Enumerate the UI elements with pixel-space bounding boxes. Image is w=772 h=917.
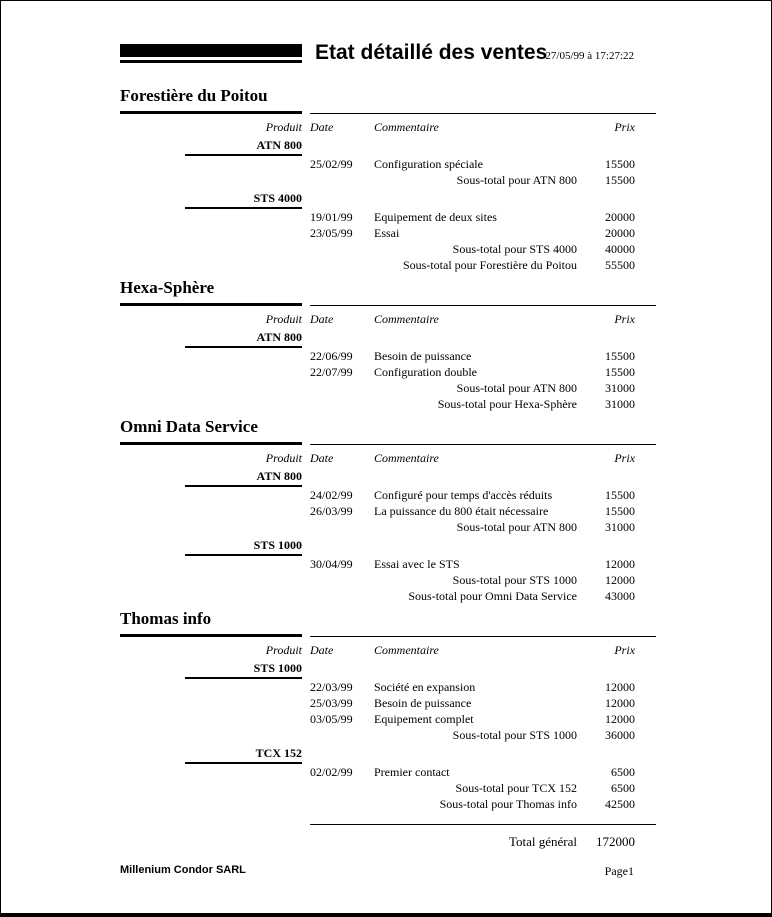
product-name: ATN 800 — [256, 138, 302, 152]
sale-comment: Configuré pour temps d'accès réduits — [374, 488, 553, 502]
product-subtotal-label: Sous-total pour TCX 152 — [455, 781, 577, 795]
sale-detail-row — [310, 503, 656, 519]
client-subtotal-label: Sous-total pour Omni Data Service — [408, 589, 577, 603]
product-group-header — [120, 745, 302, 764]
product-group-header — [120, 537, 302, 556]
product-underline — [185, 762, 302, 764]
product-subtotal-value: 40000 — [605, 242, 635, 256]
client-subtotal-row — [310, 257, 656, 273]
product-subtotal-value: 15500 — [605, 173, 635, 187]
column-headers-right — [310, 642, 656, 658]
sale-comment: Besoin de puissance — [374, 696, 472, 710]
column-headers-right — [310, 450, 656, 466]
client-section — [120, 87, 656, 273]
product-subtotal-row — [310, 241, 656, 257]
client-subtotal-row — [310, 796, 656, 812]
product-subtotal-label: Sous-total pour STS 1000 — [452, 573, 577, 587]
product-underline — [185, 485, 302, 487]
product-subtotal-row — [310, 172, 656, 188]
product-subtotal-value: 12000 — [605, 573, 635, 587]
product-subtotal-row — [310, 572, 656, 588]
client-section — [120, 418, 656, 604]
sale-price: 12000 — [605, 680, 635, 694]
sale-detail-row — [310, 556, 656, 572]
sale-detail-row — [310, 209, 656, 225]
sale-price: 12000 — [605, 712, 635, 726]
sale-date: 19/01/99 — [310, 210, 353, 224]
column-header-date: Date — [310, 643, 334, 657]
column-headers-right — [310, 311, 656, 327]
client-section — [120, 279, 656, 412]
product-subtotal-value: 31000 — [605, 381, 635, 395]
product-group-header — [120, 137, 302, 156]
sale-detail-row — [310, 695, 656, 711]
column-header-product: Produit — [265, 312, 302, 326]
client-name: Hexa-Sphère — [120, 278, 215, 297]
grand-total-row — [310, 833, 656, 850]
grand-total-rule — [310, 824, 656, 825]
section-rule-row — [120, 303, 656, 306]
sale-date: 25/03/99 — [310, 696, 353, 710]
sale-comment: Configuration spéciale — [374, 157, 483, 171]
sale-date: 24/02/99 — [310, 488, 353, 502]
section-rule-row — [120, 111, 656, 114]
product-group-header — [120, 329, 302, 348]
client-subtotal-label: Sous-total pour Thomas info — [439, 797, 577, 811]
product-subtotal-label: Sous-total pour ATN 800 — [456, 520, 577, 534]
column-header-comment: Commentaire — [374, 120, 439, 134]
column-header-product: Produit — [265, 643, 302, 657]
product-subtotal-label: Sous-total pour ATN 800 — [456, 173, 577, 187]
table-top-rule — [310, 113, 656, 114]
sale-detail-row — [310, 487, 656, 503]
sale-price: 15500 — [605, 365, 635, 379]
column-header-product: Produit — [265, 120, 302, 134]
client-subtotal-label: Sous-total pour Hexa-Sphère — [437, 397, 577, 411]
sale-date: 22/03/99 — [310, 680, 353, 694]
product-underline — [185, 207, 302, 209]
footer-page-number: Page1 — [604, 864, 634, 878]
sale-detail-row — [310, 764, 656, 780]
sale-price: 12000 — [605, 696, 635, 710]
product-name: STS 1000 — [253, 538, 302, 552]
footer-company-name: Millenium Condor SARL — [120, 864, 246, 876]
product-subtotal-value: 36000 — [605, 728, 635, 742]
sale-price: 15500 — [605, 349, 635, 363]
client-sections — [120, 87, 656, 812]
client-underline — [120, 111, 302, 114]
column-headers-right — [310, 119, 656, 135]
client-subtotal-row — [310, 588, 656, 604]
sale-date: 30/04/99 — [310, 557, 353, 571]
sale-detail-row — [310, 348, 656, 364]
sale-price: 20000 — [605, 226, 635, 240]
sale-detail-row — [310, 225, 656, 241]
column-header-row — [120, 119, 656, 135]
product-name: ATN 800 — [256, 330, 302, 344]
product-name: ATN 800 — [256, 469, 302, 483]
sale-detail-row — [310, 364, 656, 380]
product-underline — [185, 154, 302, 156]
sale-date: 23/05/99 — [310, 226, 353, 240]
client-underline — [120, 442, 302, 445]
client-subtotal-value: 31000 — [605, 397, 635, 411]
client-name: Omni Data Service — [120, 417, 258, 436]
sale-detail-row — [310, 156, 656, 172]
column-header-price: Prix — [614, 312, 635, 326]
column-header-row — [120, 311, 656, 327]
sale-comment: Essai avec le STS — [374, 557, 460, 571]
grand-total-label: Total général — [508, 834, 577, 849]
sale-price: 15500 — [605, 157, 635, 171]
sale-price: 12000 — [605, 557, 635, 571]
section-rule-row — [120, 634, 656, 637]
column-header-price: Prix — [614, 643, 635, 657]
sale-price: 20000 — [605, 210, 635, 224]
report-title: Etat détaillé des ventes — [315, 41, 548, 64]
product-subtotal-row — [310, 519, 656, 535]
client-subtotal-row — [310, 396, 656, 412]
product-group-header — [120, 468, 302, 487]
table-top-rule — [310, 636, 656, 637]
sale-comment: Equipement de deux sites — [374, 210, 497, 224]
client-underline — [120, 303, 302, 306]
sale-date: 03/05/99 — [310, 712, 353, 726]
report-datetime: 27/05/99 à 17:27:22 — [545, 50, 634, 62]
column-header-price: Prix — [614, 451, 635, 465]
product-subtotal-value: 31000 — [605, 520, 635, 534]
product-group-header — [120, 660, 302, 679]
client-underline — [120, 634, 302, 637]
sale-comment: La puissance du 800 était nécessaire — [374, 504, 549, 518]
client-subtotal-value: 55500 — [605, 258, 635, 272]
sale-date: 22/06/99 — [310, 349, 353, 363]
sale-comment: Besoin de puissance — [374, 349, 472, 363]
sale-comment: Configuration double — [374, 365, 477, 379]
column-header-comment: Commentaire — [374, 451, 439, 465]
client-section — [120, 610, 656, 812]
grand-total-value: 172000 — [596, 834, 635, 849]
sale-price: 15500 — [605, 504, 635, 518]
client-subtotal-label: Sous-total pour Forestière du Poitou — [403, 258, 577, 272]
column-header-row — [120, 450, 656, 466]
column-header-product: Produit — [265, 451, 302, 465]
header-decoration-bar-thick — [120, 44, 302, 57]
column-header-date: Date — [310, 451, 334, 465]
column-header-row — [120, 642, 656, 658]
column-header-date: Date — [310, 120, 334, 134]
sale-date: 02/02/99 — [310, 765, 353, 779]
sale-comment: Premier contact — [374, 765, 450, 779]
product-group-header — [120, 190, 302, 209]
product-subtotal-label: Sous-total pour STS 1000 — [452, 728, 577, 742]
product-underline — [185, 346, 302, 348]
product-underline — [185, 554, 302, 556]
product-subtotal-row — [310, 727, 656, 743]
column-header-comment: Commentaire — [374, 312, 439, 326]
sale-comment: Société en expansion — [374, 680, 476, 694]
sale-price: 15500 — [605, 488, 635, 502]
product-subtotal-row — [310, 380, 656, 396]
sale-price: 6500 — [611, 765, 635, 779]
product-name: STS 1000 — [253, 661, 302, 675]
product-underline — [185, 677, 302, 679]
sale-detail-row — [310, 679, 656, 695]
column-header-comment: Commentaire — [374, 643, 439, 657]
section-rule-row — [120, 442, 656, 445]
table-top-rule — [310, 444, 656, 445]
sale-comment: Equipement complet — [374, 712, 474, 726]
sale-comment: Essai — [374, 226, 400, 240]
product-name: TCX 152 — [255, 746, 302, 760]
client-name: Thomas info — [120, 609, 212, 628]
product-name: STS 4000 — [253, 191, 302, 205]
client-subtotal-value: 43000 — [605, 589, 635, 603]
client-subtotal-value: 42500 — [605, 797, 635, 811]
sale-date: 22/07/99 — [310, 365, 353, 379]
column-header-price: Prix — [614, 120, 635, 134]
report-body — [120, 87, 656, 850]
product-subtotal-row — [310, 780, 656, 796]
product-subtotal-value: 6500 — [611, 781, 635, 795]
sale-date: 26/03/99 — [310, 504, 353, 518]
column-header-date: Date — [310, 312, 334, 326]
sale-date: 25/02/99 — [310, 157, 353, 171]
table-top-rule — [310, 305, 656, 306]
product-subtotal-label: Sous-total pour ATN 800 — [456, 381, 577, 395]
product-subtotal-label: Sous-total pour STS 4000 — [452, 242, 577, 256]
header-decoration-bar-thin — [120, 60, 302, 63]
client-name: Forestière du Poitou — [120, 86, 268, 105]
sale-detail-row — [310, 711, 656, 727]
